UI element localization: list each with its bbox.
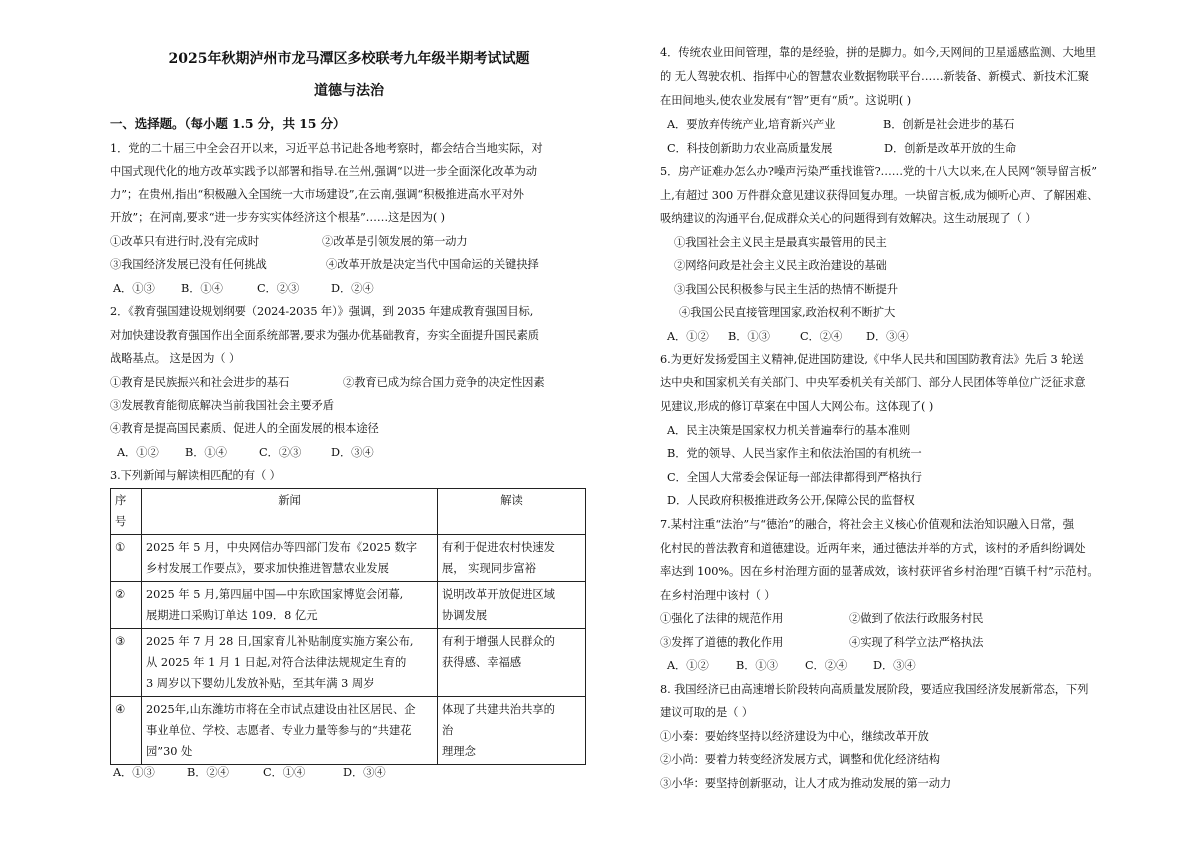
table-header-no: 序号: [111, 489, 142, 535]
news-text: 事业单位、学校、志愿者、专业力量等参与的“共建花: [146, 724, 412, 737]
news-text: 2025 年 5 月，中央网信办等四部门发布《2025 数字: [146, 541, 418, 554]
q3-answer-a: A．①③: [113, 766, 155, 779]
q7-option-3: ③发挥了道德的教化作用: [660, 636, 784, 649]
q4-line: 在田间地头,使农业发展有“智”更有“质”。这说明( ): [660, 94, 912, 107]
interp-text: 有利于增强人民群众的: [442, 635, 555, 648]
interp-text: 说明改革开放促进区域: [442, 588, 555, 601]
q1-answer-a: A．①③: [113, 282, 155, 295]
q4-answer-b: B．创新是社会进步的基石: [883, 118, 1015, 131]
row-interpretation: [438, 535, 586, 582]
q5-answer-d: D．③④: [866, 330, 909, 343]
q6-answer-c: C．全国人大常委会保证每一部法律都得到严格执行: [667, 471, 922, 484]
q5-line: 吸纳建议的沟通平台,促成群众关心的问题得到有效解决。这生动展现了（ ）: [660, 212, 1037, 225]
q4-answer-c: C．科技创新助力农业高质量发展: [667, 142, 833, 155]
q8-option-1: ①小秦：要始终坚持以经济建设为中心，继续改革开放: [660, 730, 929, 743]
q5-line: 上,有超过 300 万件群众意见建议获得回复办理。一块留言板,成为倾听心声、了解困难、: [660, 189, 1099, 202]
row-news: [142, 535, 438, 582]
interp-text: 有利于促进农村快速发: [442, 541, 555, 554]
q7-option-1: ①强化了法律的规范作用: [660, 612, 784, 625]
q1-answer-d: D．②④: [331, 282, 374, 295]
interp-text: 展， 实现同步富裕: [442, 562, 536, 575]
q5-option-1: ①我国社会主义民主是最真实最管用的民主: [674, 236, 887, 249]
row-news: [142, 697, 438, 765]
news-text: 2025 年 7 月 28 日,国家育儿补贴制度实施方案公布,: [146, 635, 414, 648]
q3-answer-c: C．①④: [263, 766, 306, 779]
q2-line: 对加快建设教育强国作出全面系统部署,要求为强办优基础教育，夯实全面提升国民素质: [110, 329, 539, 342]
q7-answer-a: A．①②: [667, 659, 709, 672]
q4-line: 4．传统农业田间管理，靠的是经验，拼的是脚力。如今,天网间的卫星遥感监测、大地里: [660, 46, 1097, 59]
q1-option-3: ③我国经济发展已没有任何挑战: [110, 258, 267, 271]
news-text: 3 周岁以下婴幼儿发放补贴，至其年满 3 周岁: [146, 677, 375, 690]
q1-line: 中国式现代化的地方改革实践予以部署和指导.在兰州,强调“以进一步全面深化改革为动: [110, 165, 537, 178]
q1-answer-b: B．①④: [181, 282, 223, 295]
q7-answer-c: C．②④: [805, 659, 848, 672]
q1-line: 力”；在贵州,指出“积极融入全国统一大市场建设”,在云南,强调“积极推进高水平对外: [110, 188, 524, 201]
q5-line: 5．房产证难办怎么办?噪声污染严重找谁管?……党的十八大以来,在人民网“领导留言板”: [660, 165, 1097, 178]
q7-option-2: ②做到了依法行政服务村民: [849, 612, 984, 625]
news-text: 2025 年 5 月,第四届中国—中东欧国家博览会闭幕,: [146, 588, 404, 601]
row-number: ①: [111, 535, 142, 582]
q2-option-2: ②教育已成为综合国力竞争的决定性因素: [343, 376, 545, 389]
q6-line: 达中央和国家机关有关部门、中央军委机关有关部门、部分人民团体等单位广泛征求意: [660, 376, 1086, 389]
q5-answer-a: A．①②: [667, 330, 709, 343]
q8-line: 建议可取的是（ ）: [660, 706, 754, 719]
q6-line: 6.为更好发扬爱国主义精神,促进国防建设,《中华人民共和国国防教育法》先后 3 轮送: [660, 353, 1084, 366]
q7-line: 化村民的普法教育和道德建设。近两年来，通过德法并举的方式，该村的矛盾纠纷调处: [660, 542, 1086, 555]
q4-line: 的 无人驾驶农机、指挥中心的智慧农业数据物联平台……新装备、新模式、新技术汇聚: [660, 70, 1089, 83]
table-header-news: 新闻: [142, 489, 438, 535]
row-interpretation: [438, 629, 586, 697]
interp-text: 获得感、幸福感: [442, 656, 522, 669]
q6-answer-d: D．人民政府积极推进政务公开,保障公民的监督权: [667, 494, 915, 507]
row-interpretation: [438, 582, 586, 629]
q4-answer-a: A．要放弃传统产业,培育新兴产业: [667, 118, 836, 131]
q7-line: 在乡村治理中该村（ ）: [660, 589, 776, 602]
interp-text: 协调发展: [442, 609, 488, 622]
q3-stem: 3.下列新闻与解读相匹配的有（ ）: [110, 469, 281, 482]
table-row: [111, 697, 586, 765]
table-row: [111, 582, 586, 629]
q1-option-2: ②改革是引领发展的第一动力: [322, 235, 468, 248]
q6-line: 见建议,形成的修订草案在中国人大网公布。这体现了( ): [660, 400, 934, 413]
q5-option-2: ②网络问政是社会主义民主政治建设的基础: [674, 259, 887, 272]
q1-answer-c: C．②③: [257, 282, 300, 295]
q5-option-3: ③我国公民积极参与民主生活的热情不断提升: [674, 283, 898, 296]
news-text: 2025年,山东潍坊市将在全市试点建设由社区居民、企: [146, 703, 416, 716]
q2-answer-d: D．③④: [331, 446, 374, 459]
news-table: [110, 488, 586, 765]
q5-option-4: ④我国公民直接管理国家,政治权利不断扩大: [679, 306, 896, 319]
q2-answer-b: B．①④: [185, 446, 227, 459]
q5-answer-b: B．①③: [728, 330, 770, 343]
row-number: ③: [111, 629, 142, 697]
q3-answer-b: B．②④: [187, 766, 229, 779]
q4-answer-d: D．创新是改革开放的生命: [884, 142, 1017, 155]
row-interpretation: [438, 697, 586, 765]
q6-answer-b: B．党的领导、人民当家作主和依法治国的有机统一: [667, 447, 922, 460]
news-text: 展期进口采购订单达 109．8 亿元: [146, 609, 318, 622]
q2-option-3: ③发展教育能彻底解决当前我国社会主要矛盾: [110, 399, 334, 412]
row-number: ②: [111, 582, 142, 629]
q2-answer-c: C．②③: [259, 446, 302, 459]
q8-option-3: ③小华：要坚持创新驱动，让人才成为推动发展的第一动力: [660, 777, 952, 790]
q5-answer-c: C．②④: [800, 330, 843, 343]
q2-answer-a: A．①②: [117, 446, 159, 459]
q7-line: 率达到 100%。因在乡村治理方面的显著成效，该村获评省乡村治理“百镇千村”示范村。: [660, 565, 1099, 578]
q1-option-1: ①改革只有进行时,没有完成时: [110, 235, 260, 248]
q1-line: 开放”；在河南,要求“进一步夯实实体经济这个根基”……这是因为( ): [110, 211, 445, 224]
q8-line: 8. 我国经济已由高速增长阶段转向高质量发展阶段，要适应我国经济发展新常态，下列: [660, 683, 1089, 696]
q6-answer-a: A．民主决策是国家权力机关普遍奉行的基本准则: [667, 424, 911, 437]
interp-text: 理理念: [442, 745, 476, 758]
subject-title: 道德与法治: [314, 83, 384, 99]
q8-option-2: ②小尚：要着力转变经济发展方式，调整和优化经济结构: [660, 753, 940, 766]
news-text: 园”30 处: [146, 745, 193, 758]
q3-answer-d: D．③④: [343, 766, 386, 779]
news-text: 乡村发展工作要点》，要求加快推进智慧农业发展: [146, 562, 389, 575]
q2-option-4: ④教育是提高国民素质、促进人的全面发展的根本途径: [110, 422, 379, 435]
row-news: [142, 582, 438, 629]
q1-line: 1．党的二十届三中全会召开以来，习近平总书记赴各地考察时，都会结合当地实际，对: [110, 142, 543, 155]
exam-title: 2025年秋期泸州市龙马潭区多校联考九年级半期考试试题: [168, 51, 530, 67]
q7-answer-b: B．①③: [736, 659, 778, 672]
q2-line: 战略基点。 这是因为（ ）: [110, 352, 241, 365]
section-heading: 一、选择题。（每小题 1.5 分，共 15 分）: [110, 116, 346, 131]
table-row: [111, 629, 586, 697]
table-header-row: [111, 489, 586, 535]
table-header-interp: 解读: [438, 489, 586, 535]
news-text: 从 2025 年 1 月 1 日起,对符合法律法规规定生育的: [146, 656, 407, 669]
q2-option-1: ①教育是民族振兴和社会进步的基石: [110, 376, 290, 389]
q7-line: 7.某村注重“法治”与“德治”的融合，将社会主义核心价值观和法治知识融入日常，强: [660, 518, 1074, 531]
row-number: ④: [111, 697, 142, 765]
q7-option-4: ④实现了科学立法严格执法: [849, 636, 984, 649]
q1-option-4: ④改革开放是决定当代中国命运的关键抉择: [326, 258, 539, 271]
interp-text: 体现了共建共治共享的: [442, 703, 555, 716]
table-row: [111, 535, 586, 582]
q2-line: 2．《教育强国建设规划纲要（2024-2035 年）》强调，到 2035 年建成教育强国目标,: [110, 305, 534, 318]
row-news: [142, 629, 438, 697]
q7-answer-d: D．③④: [873, 659, 916, 672]
interp-text: 治: [442, 724, 454, 737]
